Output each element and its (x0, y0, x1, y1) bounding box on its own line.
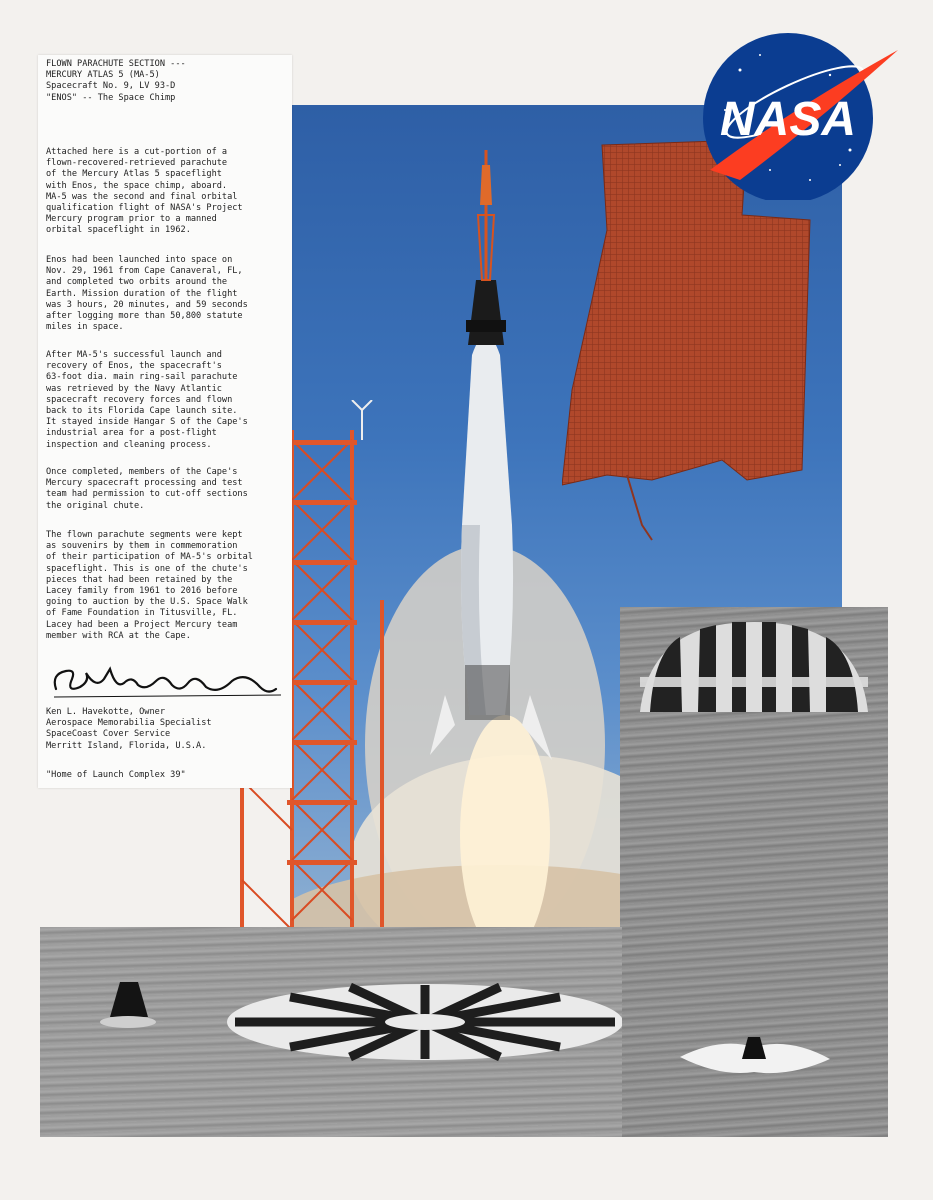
typed-note (38, 55, 292, 788)
tagline: "Home of Launch Complex 39" (46, 770, 186, 780)
descending-parachute-photo (620, 607, 888, 1137)
nasa-logo (700, 30, 900, 200)
signature-block: Ken L. Havekotte, Owner Aerospace Memorabilia Specialist SpaceCoast Cover Service Merritt Island, Florida, U.S.A. (46, 707, 212, 751)
note-paragraph-1: Attached here is a cut-portion of a flown-recovered-retrieved parachute of the Mercury Atlas 5 spaceflight with Enos, the space chimp, aboard. MA-5 was the second and final orbital qualification flight of NASA's Project Mercury program prior to a manned orbital spaceflight in 1962. (46, 147, 243, 236)
note-paragraph-2: Enos had been launched into space on Nov. 29, 1961 from Cape Canaveral, FL, and completed two orbits around the Earth. Mission duration of the flight was 3 hours, 20 minutes, and 59 seconds after logging more than 50,800 statute miles in space. (46, 255, 248, 333)
nasa-lettering: NASA (719, 93, 857, 146)
handwritten-signature (46, 659, 286, 703)
splashdown-photo (40, 927, 622, 1137)
parachute-fabric-swatch (562, 140, 812, 550)
note-paragraph-3: After MA-5's successful launch and recovery of Enos, the spacecraft's 63-foot dia. main ring-sail parachute was retrieved by the Navy Atlantic spacecraft recovery forces and flown back to its Florida Cape launch site. It stayed inside Hangar S of the Cape's industrial area for a post-flight inspection and cleaning process. (46, 350, 248, 450)
note-paragraph-5: The flown parachute segments were kept as souvenirs by them in commemoration of their participation of MA-5's orbital spaceflight. This is one of the chute's pieces that had been retained by the Lacey family from 1961 to 2016 before going to auction by the U.S. Space Walk of Fame Foundation in Titusville, FL. Lacey had been a Project Mercury team member with RCA at the Cape. (46, 530, 253, 641)
note-header: FLOWN PARACHUTE SECTION --- MERCURY ATLAS 5 (MA-5) Spacecraft No. 9, LV 93-D "ENOS" -- The Space Chimp (46, 59, 186, 103)
note-paragraph-4: Once completed, members of the Cape's Mercury spacecraft processing and test team had permission to cut-off sections the original chute. (46, 467, 248, 511)
